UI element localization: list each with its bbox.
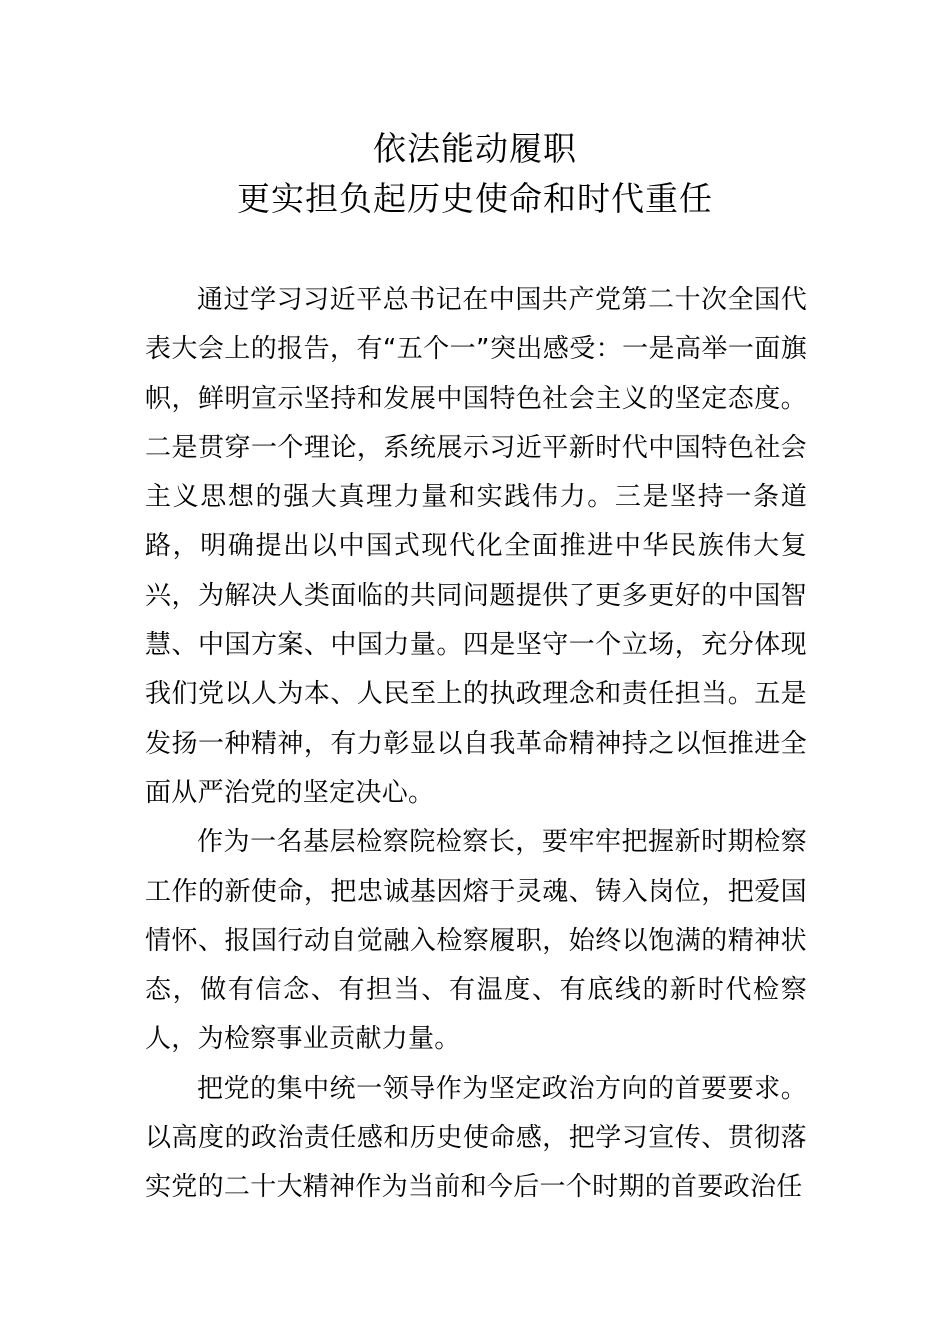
paragraph-3: 把党的集中统一领导作为坚定政治方向的首要要求。以高度的政治责任感和历史使命感，把学习宣传、贯彻落实党的二十大精神作为当前和今后一个时期的首要政治任 (145, 1073, 807, 1203)
title-line-1: 依法能动履职 (373, 129, 577, 168)
paragraph-1: 通过学习习近平总书记在中国共产党第二十次全国代表大会上的报告，有“五个一”突出感受：一是高举一面旗帜，鲜明宣示坚持和发展中国特色社会主义的坚定态度。二是贯穿一个理论，系统展示习近平新时代中国特色社会主义思想的强大真理力量和实践伟力。三是坚持一条道路，明确提出以中国式现代化全面推进中华民族伟大复兴，为解决人类面临的共同问题提供了更多更好的中国智慧、中国方案、中国力量。四是坚守一个立场，充分体现我们党以人为本、人民至上的执政理念和责任担当。五是发扬一种精神，有力彰显以自我革命精神持之以恒推进全面从严治党的坚定决心。 (145, 285, 807, 808)
document-title (0, 124, 950, 224)
title-line-2: 更实担负起历史使命和时代重任 (237, 179, 713, 218)
document-body (145, 276, 807, 1213)
paragraph-2: 作为一名基层检察院检察长，要牢牢把握新时期检察工作的新使命，把忠诚基因熔于灵魂、铸入岗位，把爱国情怀、报国行动自觉融入检察履职，始终以饱满的精神状态，做有信念、有担当、有温度、有底线的新时代检察人，为检察事业贡献力量。 (145, 827, 807, 1055)
